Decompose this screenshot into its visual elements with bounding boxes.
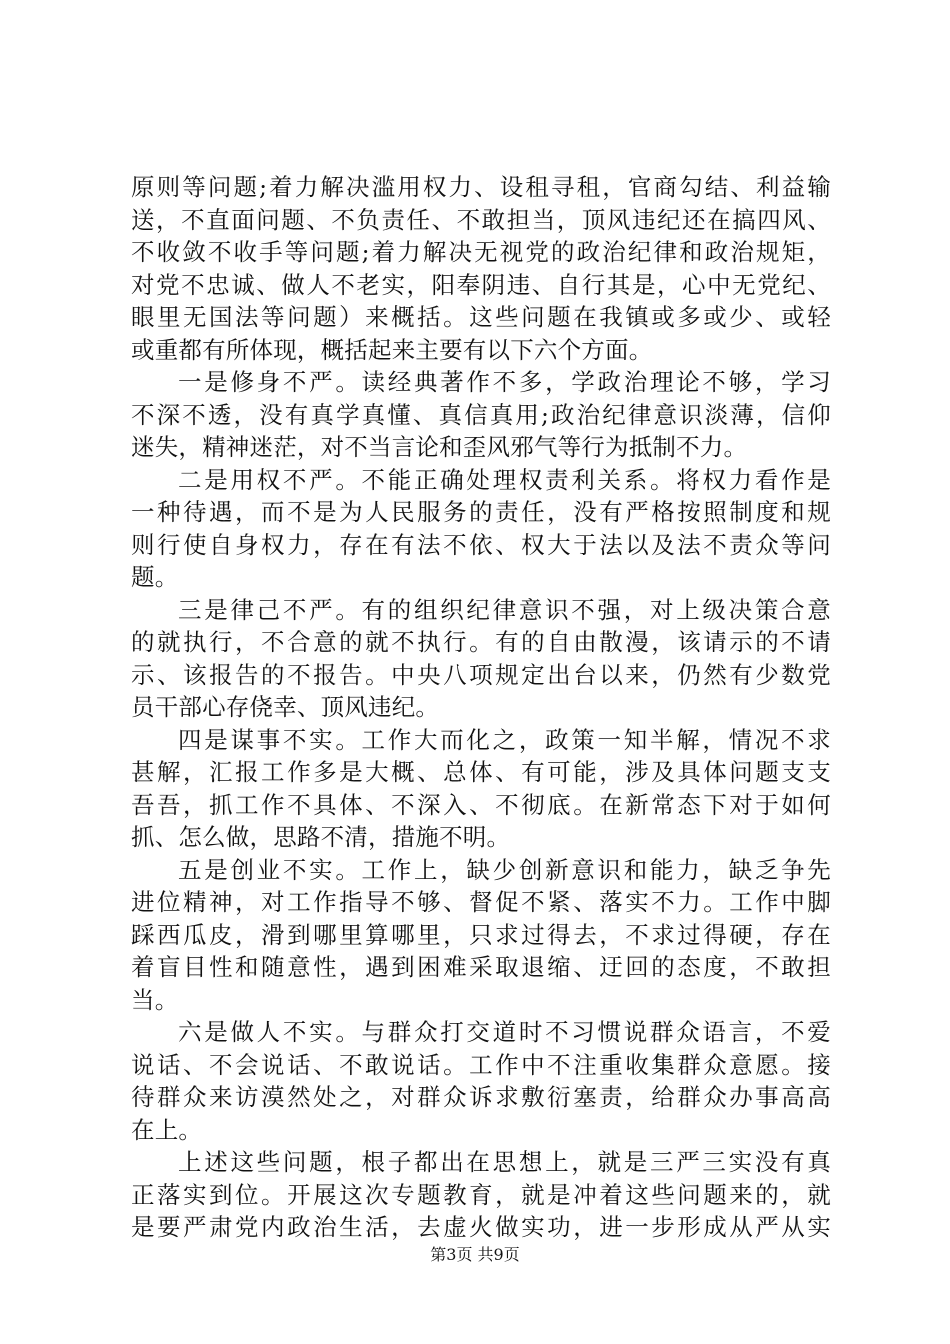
text-line: 则行使自身权力，存在有法不依、权大于法以及法不责众等问 [131,530,831,559]
text-line: 不收敛不收手等问题;着力解决无视党的政治纪律和政治规矩， [131,238,831,266]
paragraph-first-line: 上述这些问题，根子都出在思想上，就是三严三实没有真 [178,1148,831,1176]
text-line: 踩西瓜皮，滑到哪里算哪里，只求过得去，不求过得硬，存在 [131,920,831,949]
document-body [131,171,831,1244]
page-number-footer: 第3页 共9页 [430,1245,520,1264]
paragraph-first-line: 六是做人不实。与群众打交道时不习惯说群众语言，不爱 [178,1018,831,1046]
text-line: 当。 [131,985,179,1014]
text-line: 题。 [131,563,179,591]
paragraph-first-line: 三是律己不严。有的组织纪律意识不强，对上级决策合意 [178,595,831,624]
text-line: 正落实到位。开展这次专题教育，就是冲着这些问题来的，就 [131,1180,831,1209]
text-line: 吾吾，抓工作不具体、不深入、不彻底。在新常态下对于如何 [131,790,831,819]
paragraph-first-line: 五是创业不实。工作上，缺少创新意识和能力，缺乏争先 [178,855,831,884]
text-line: 的就执行，不合意的就不执行。有的自由散漫，该请示的不请 [131,628,831,656]
paragraph-first-line: 四是谋事不实。工作大而化之，政策一知半解，情况不求 [178,725,831,754]
text-line: 待群众来访漠然处之，对群众诉求敷衍塞责，给群众办事高高 [131,1083,831,1111]
text-line: 送，不直面问题、不负责任、不敢担当，顶风违纪还在搞四风、 [131,205,831,234]
text-line: 说话、不会说话、不敢说话。工作中不注重收集群众意愿。接 [131,1050,831,1079]
paragraph-first-line: 一是修身不严。读经典著作不多，学政治理论不够，学习 [178,368,831,396]
text-line: 抓、怎么做，思路不清，措施不明。 [131,823,511,851]
text-line: 着盲目性和随意性，遇到困难采取退缩、迂回的态度，不敢担 [131,953,831,981]
text-line: 不深不透，没有真学真懂、真信真用;政治纪律意识淡薄，信仰 [131,400,831,429]
text-line: 员干部心存侥幸、顶风违纪。 [131,693,440,721]
text-line: 示、该报告的不报告。中央八项规定出台以来，仍然有少数党 [131,660,831,689]
text-line: 原则等问题;着力解决滥用权力、设租寻租，官商勾结、利益输 [131,173,831,201]
text-line: 甚解，汇报工作多是大概、总体、有可能，涉及具体问题支支 [131,758,831,786]
text-line: 或重都有所体现，概括起来主要有以下六个方面。 [131,335,653,364]
paragraph-first-line: 二是用权不严。不能正确处理权责利关系。将权力看作是 [178,465,831,494]
text-line: 眼里无国法等问题）来概括。这些问题在我镇或多或少、或轻 [131,303,831,331]
text-line: 是要严肃党内政治生活，去虚火做实功，进一步形成从严从实 [131,1213,831,1241]
text-line: 进位精神，对工作指导不够、督促不紧、落实不力。工作中脚 [131,888,831,916]
text-line: 在上。 [131,1115,203,1144]
text-line: 一种待遇，而不是为人民服务的责任，没有严格按照制度和规 [131,498,831,526]
text-line: 对党不忠诚、做人不老实，阳奉阴违、自行其是，心中无党纪、 [131,270,831,299]
text-line: 迷失，精神迷茫，对不当言论和歪风邪气等行为抵制不力。 [131,433,748,461]
